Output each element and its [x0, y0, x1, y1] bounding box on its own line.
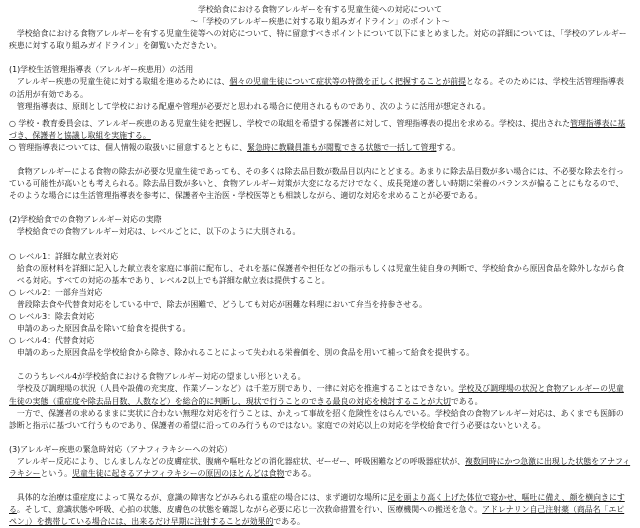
underlined-text: 児童生徒に起きるアナフィラキシーの原因のほとんどは食物 [72, 469, 285, 478]
section2-paragraph4: このうちレベル4が学校給食における食物アレルギー対応の望ましい形といえる。 [16, 372, 306, 382]
underlined-text: アドレナリン自己注射薬（商品名「エピペン」）を携帯している場合には、出来るだけ早期に注射することが効果的 [9, 505, 625, 527]
section3-paragraph7 [9, 456, 631, 480]
level2-title: ○ レベル2：一部弁当対応 [9, 287, 103, 297]
section1-bullet2 [9, 142, 631, 154]
text-run: である。 [273, 517, 305, 527]
text-run: となる。そのためには、学校生活管理指導表の活用が有効である。 [9, 77, 624, 99]
text-run: ○ 学校・教育委員会は、アレルギー疾患のある児童生徒を把握し、学校での取組を希望する保護者に対して、管理指導表の提出を求める。学校は、提出された [9, 118, 571, 128]
section1-paragraph2: 管理指導表は、原則として学校における配慮や管理が必要だと思われる場合に使用されるものであり、次のように活用が想定される。 [16, 101, 491, 111]
section2-paragraph6: 一方で、保護者の求めるままに実状に合わない無理な対応を行うことは、かえって事故を招く危険性をはらんでいる。学校給食の食物アレルギー対応は、あくまでも医師の診断と指示に基づいて行うものであり、保護者の希望に沿ってのみ行うものではない。家庭での対応以上の対応を学校給食で行う必要はないといえる。 [9, 408, 624, 430]
document-subtitle: ～「学校のアレルギー疾患に対する取り組みガイドライン」のポイント～ [190, 17, 450, 27]
text-run: 具体的な治療は重症度によって異なるが、意識の障害などがみられる重症の場合には、まず適切な場所に [16, 493, 388, 503]
section3-heading: (3)アレルギー疾患の緊急時対応（アナフィラキシーへの対応） [9, 444, 233, 454]
text-run: である。 [450, 396, 483, 406]
text-run: アレルギー疾患の児童生徒に対する取組を進めるためには、 [16, 77, 230, 87]
text-run: である。 [284, 469, 316, 478]
intro-paragraph: 学校給食における食物アレルギーを有する児童生徒等への対応について、特に留意すべきポイントについて以下にまとめました。対応の詳細については、「学校のアレルギー疾患に対する取り組みガイドライン」を御覧いただきたい。 [9, 29, 627, 51]
text-run: 。そして、意識状態や呼吸、心拍の状態、皮膚色の状態を確認しながら必要に応じ一次救命措置を行い、医療機関への搬送を急ぐ。 [16, 505, 483, 515]
level4-title: ○ レベル4：代替食対応 [9, 336, 95, 346]
section2-paragraph5 [9, 383, 631, 407]
underlined-text: 足を頭より高く上げた体位で寝かせ、嘔吐に備え、顔を横向きにする [9, 493, 625, 515]
text-run: 学校及び調理場の状況（人員や設備の充実度、作業ゾーンなど）は千差万別であり、一律に対応を推進することはできない。 [16, 384, 459, 394]
text-run: という。 [40, 469, 73, 478]
level3-body: 申請のあった原因食品を除いて給食を提供する。 [16, 324, 191, 334]
level4-body: 申請のあった原因食品を学校給食から除き、除かれることによって失われる栄養価を、別の食品を用いて補って給食を提供する。 [16, 348, 475, 358]
section1-paragraph1 [9, 76, 631, 100]
level1-body: 給食の原材料を詳細に記入した献立表を家庭に事前に配布し、それを基に保護者や担任などの指示もしくは児童生徒自身の判断で、学校給食から原因食品を除外しながら食べる対応。すべての対応の基本であり、レベル2以上でも詳細な献立表は提供すること。 [16, 263, 625, 285]
section1-paragraph3: 食物アレルギーによる食物の除去が必要な児童生徒であっても、その多くは除去品目数が数品目以内にとどまる。あまりに除去品目数が多い場合には、不必要な除去を行っている可能性が高いとも考えられる。除去品目数が多いと、食物アレルギー対策が大変になるだけでなく、成長発達の著しい時期に栄養のバランスが偏ることにもなるので、そのような場合には生活管理指導表を参考に、保護者や主治医・学校医等とも相談しながら、適切な対応を求めることが必要である。 [9, 167, 624, 201]
underlined-text: 緊急時に教職員誰もが閲覧できる状態で一括して管理 [247, 142, 437, 152]
underlined-text: 管理指導表に基づき、保護者と協議し取組を実施する。 [9, 118, 626, 140]
text-run: する。 [436, 142, 461, 152]
section1-bullet1 [9, 118, 631, 142]
level3-title: ○ レベル3：除去食対応 [9, 311, 95, 321]
level2-body: 普段除去食や代替食対応をしている中で、除去が困難で、どうしても対応が困難な料理において弁当を持参させる。 [16, 299, 427, 309]
document-title: 学校給食における食物アレルギーを有する児童生徒への対応について [198, 5, 442, 14]
section1-heading: (1)学校生活管理指導表（アレルギー疾患用）の活用 [9, 65, 194, 75]
underlined-text: 学校及び調理場の状況と食物アレルギーの児童生徒の実態（重症度や除去品目数、人数など）を総合的に判断し、現状で行うことのできる最良の対応を検討することが大切 [9, 384, 624, 406]
text-run: アレルギー反応により、じんましんなどの皮膚症状、腹痛や嘔吐などの消化器症状、ゼーゼー、呼吸困難などの呼吸器症状が、 [16, 456, 466, 466]
section2-intro: 学校給食での食物アレルギー対応は、レベルごとに、以下のように大別される。 [16, 227, 301, 237]
section3-paragraph8 [9, 492, 631, 528]
underlined-text: 複数同時にかつ急激に出現した状態をアナフィラキシー [9, 456, 631, 478]
text-run: ○ 管理指導表については、個人情報の取扱いに留意するとともに、 [9, 142, 248, 152]
underlined-text: 個々の児童生徒について症状等の特徴を正しく把握することが前提 [229, 77, 467, 87]
level1-title: ○ レベル1：詳細な献立表対応 [9, 251, 119, 261]
section2-heading: (2)学校給食での食物アレルギー対応の実際 [9, 215, 162, 225]
